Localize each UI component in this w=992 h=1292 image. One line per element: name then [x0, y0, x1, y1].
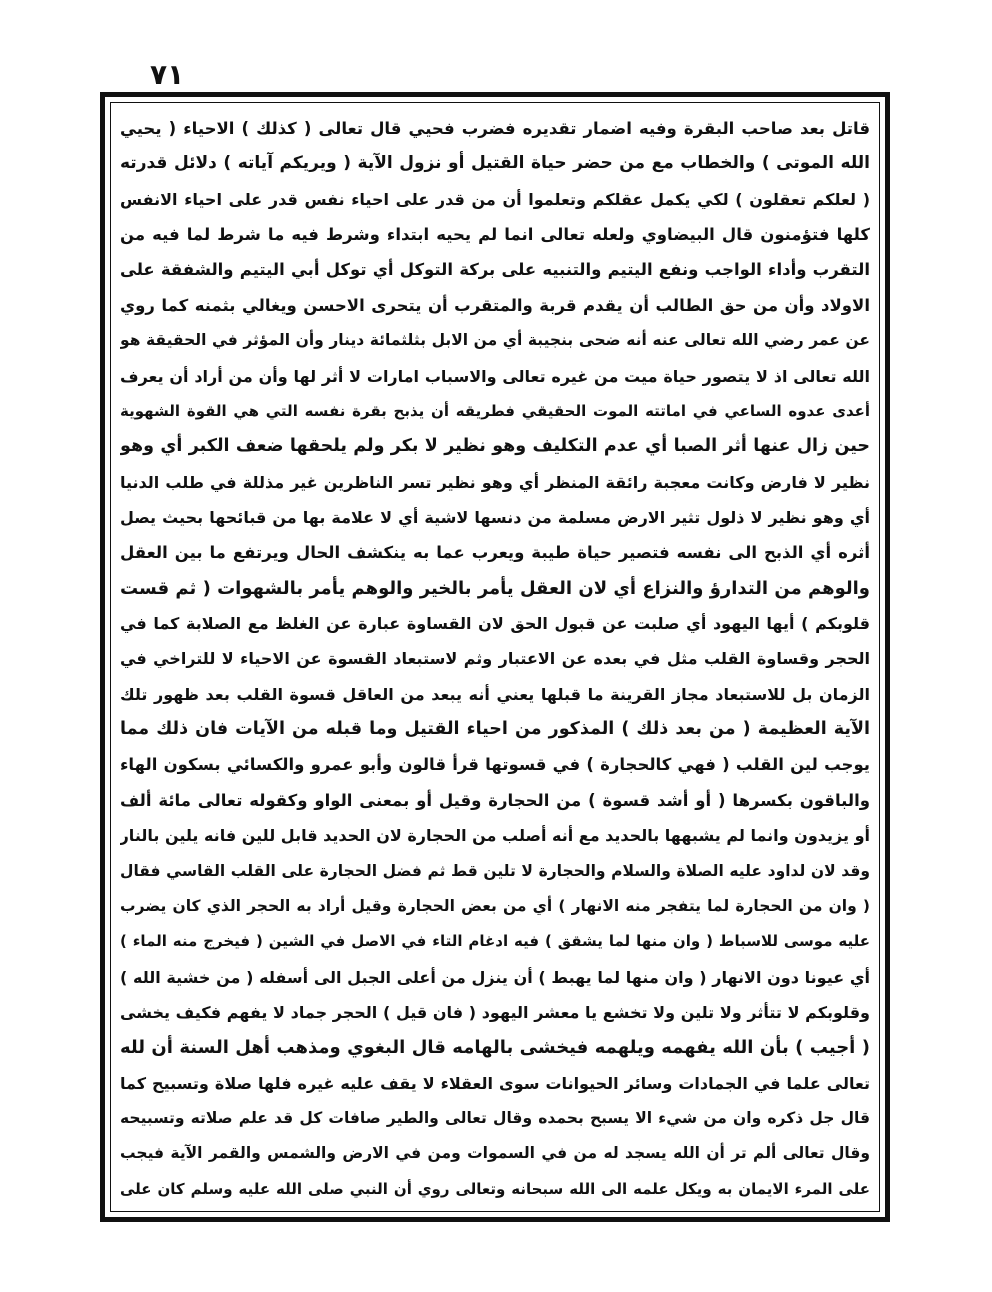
text-line: على المرء الايمان به ويكل علمه الى الله سبحانه وتعالى روي أن النبي صلى الله عليه وسلم كان على — [120, 1179, 870, 1198]
text-line: والباقون بكسرها ( أو أشد قسوة ) من الحجارة وقيل أو بمعنى الواو وكقوله تعالى مائة ألف — [120, 790, 870, 810]
text-line: الله الموتى ) والخطاب مع من حضر حياة القتيل أو نزول الآية ( ويريكم آياته ) دلائل قدرته — [120, 153, 870, 174]
text-line: قاتل بعد صاحب البقرة وفيه اضمار تقديره فضرب فحيي قال تعالى ( كذلك ) الاحياء ( يحيي — [120, 119, 870, 138]
text-line: ( لعلكم تعقلون ) لكي يكمل عقلكم وتعلموا أن من قدر على احياء نفس قدر على احياء الانفس — [120, 189, 870, 209]
text-line: حين زال عنها أثر الصبا أي عدم التكليف وهو نظير لا بكر ولم يلحقها ضعف الكبر أي وهو — [120, 436, 870, 457]
text-line: والوهم من التدارؤ والنزاع أي لان العقل يأمر بالخير والوهم يأمر بالشهوات ( ثم قست — [120, 577, 870, 599]
text-line: الآية العظيمة ( من بعد ذلك ) المذكور من احياء القتيل وما قبله من الآيات فان ذلك مما — [120, 719, 870, 740]
text-line: أثره أي الذبح الى نفسه فتصير حياة طيبة ويعرب عما به ينكشف الحال ويرتفع ما بين العقل — [120, 543, 870, 563]
text-line: تعالى علما في الجمادات وسائر الحيوانات سوى العقلاء لا يقف عليه غيره فلها صلاة وتسبيح كما — [120, 1073, 870, 1093]
text-line: التقرب وأداء الواجب ونفع اليتيم والتنبيه على بركة التوكل أي توكل أبي اليتيم والشفقة على — [120, 260, 870, 280]
text-line: قال جل ذكره وان من شيء الا يسبح بحمده وقال تعالى والطير صافات كل قد علم صلاته وتسبيحه — [120, 1109, 870, 1128]
text-line: كلها فتؤمنون قال البيضاوي ولعله تعالى انما لم يحيه ابتداء وشرط فيه ما شرط لما فيه من — [120, 225, 870, 245]
text-line: أعدى عدوه الساعي في اماتته الموت الحقيقي فطريقه أن يذبح بقرة نفسه التي هي القوة الشهوية — [120, 401, 870, 420]
text-line: وقال تعالى ألم تر أن الله يسجد له من في السموات ومن في الارض والشمس والقمر الآية فيجب — [120, 1144, 870, 1163]
text-line: وقلوبكم لا تتأثر ولا تلين ولا تخشع يا معشر اليهود ( فان قيل ) الحجر جماد لا يفهم فكيف يخشى — [120, 1002, 870, 1022]
text-line: يوجب لين القلب ( فهي كالحجارة ) في قسوتها قرأ قالون وأبو عمرو والكسائي بسكون الهاء — [120, 755, 870, 775]
text-body — [120, 112, 870, 1206]
text-line: وقد لان لداود عليه الصلاة والسلام والحجارة لا تلين قط ثم فضل الحجارة على القلب القاسي فقال — [120, 861, 870, 880]
text-line: الله تعالى اذ لا يتصور حياة ميت من غيره تعالى والاسباب امارات لا أثر لها وأن من أراد أن يعرف — [120, 366, 870, 386]
text-line: قلوبكم ) أيها اليهود أي صلبت عن قبول الحق لان القساوة عبارة عن الغلظ مع الصلابة كما في — [120, 614, 870, 634]
text-line: الاولاد وأن من حق الطالب أن يقدم قربة والمتقرب أن يتحرى الاحسن ويغالي بثمنه كما روي — [120, 295, 870, 315]
text-line: أي وهو نظير لا ذلول تثير الارض مسلمة من دنسها لاشية أي لا علامة بها من قبائحها بحيث يصل — [120, 507, 870, 527]
text-line: ( أجيب ) بأن الله يفهمه ويلهمه فيخشى بالهامه قال البغوي ومذهب أهل السنة أن لله — [120, 1037, 870, 1059]
text-line: الحجر وقساوة القلب مثل في بعده عن الاعتبار وثم لاستبعاد القسوة عن الاحياء لا للتراخي في — [120, 649, 870, 669]
text-line: نظير لا فارض وكانت معجبة رائقة المنظر أي وهو نظير تسر الناظرين غير مذللة في طلب الدنيا — [120, 472, 870, 492]
text-line: الزمان بل للاستبعاد مجاز القرينة ما قبلها يعني أنه يبعد من العاقل قسوة القلب بعد ظهور تلك — [120, 684, 870, 704]
page-number: ٧١ — [150, 58, 185, 91]
text-line: أي عيونا دون الانهار ( وان منها لما يهبط ) أن ينزل من أعلى الجبل الى أسفله ( من خشية الله ) — [120, 967, 870, 987]
text-line: أو يزيدون وانما لم يشبهها بالحديد مع أنه أصلب من الحجارة لان الحديد قابل للين فانه يلين بالنار — [120, 826, 870, 846]
text-line: عن عمر رضي الله تعالى عنه أنه ضحى بنجيبة أي من الابل بثلثمائة دينار وأن المؤثر في الحقيقة هو — [120, 331, 870, 350]
text-line: عليه موسى للاسباط ( وان منها لما يشقق ) فيه ادغام التاء في الاصل في الشين ( فيخرج منه الماء ) — [120, 932, 870, 951]
text-line: ( وان من الحجارة لما يتفجر منه الانهار ) أي من بعض الحجارة وقيل أراد به الحجر الذي كان يضرب — [120, 896, 870, 915]
